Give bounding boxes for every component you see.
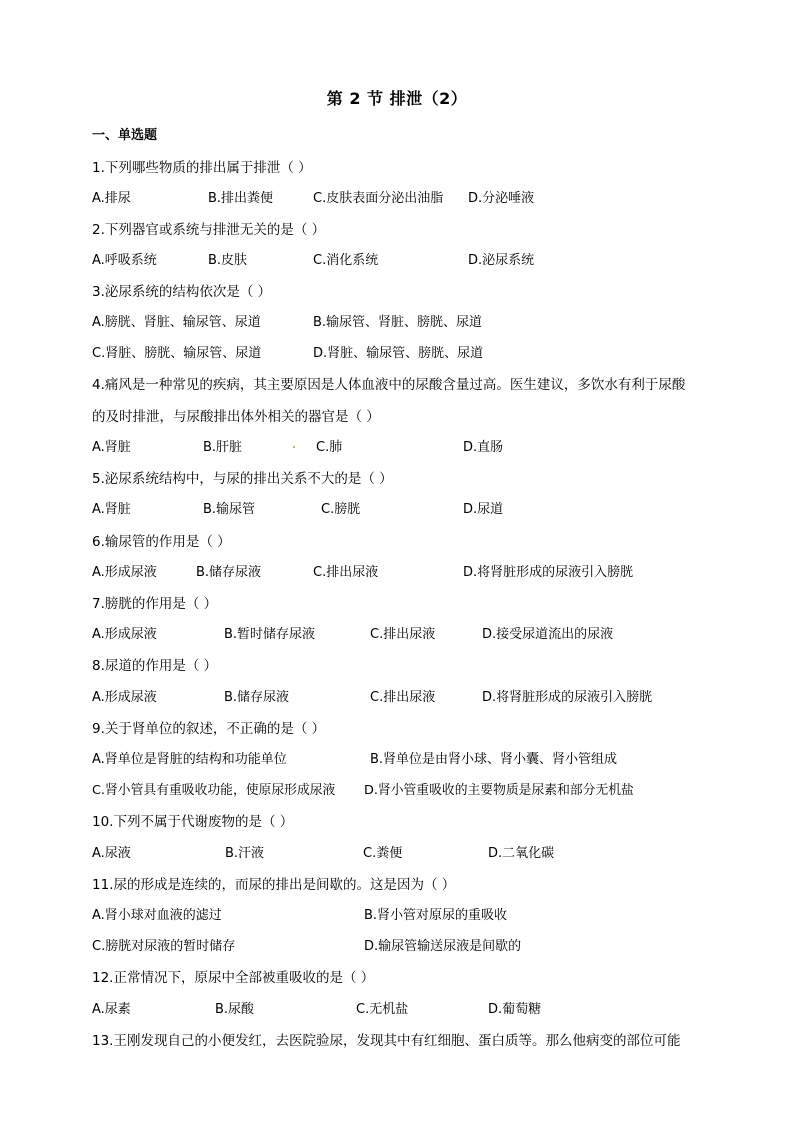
option-a: A.膀胱、肾脏、输尿管、尿道 — [92, 315, 261, 330]
option-a: A.肾小球对血液的滤过 — [92, 908, 222, 923]
option-d: D.肾脏、输尿管、膀胱、尿道 — [313, 346, 484, 361]
option-a: A.形成尿液 — [92, 690, 157, 705]
option-c: C.膀胱对尿液的暂时储存 — [92, 939, 236, 954]
question-stem: 2.下列器官或系统与排泄无关的是（ ） — [92, 222, 326, 238]
question-stem-continued: 的及时排泄，与尿酸排出体外相关的器官是（ ） — [92, 409, 380, 425]
option-a: A.尿素 — [92, 1002, 131, 1017]
question-stem: 13.王刚发现自己的小便发红，去医院验尿，发现其中有红细胞、蛋白质等。那么他病变的部位可能 — [92, 1033, 681, 1049]
question-stem: 11.尿的形成是连续的，而尿的排出是间歇的。这是因为（ ） — [92, 877, 456, 893]
option-d: D.将肾脏形成的尿液引入膀胱 — [463, 565, 634, 580]
option-c: C.粪便 — [363, 846, 403, 861]
option-b: B.排出粪便 — [208, 191, 274, 206]
option-c: C.肺 — [316, 440, 343, 455]
option-a: A.形成尿液 — [92, 565, 157, 580]
option-c: C.膀胱 — [321, 502, 361, 517]
option-b: B.肾单位是由肾小球、肾小囊、肾小管组成 — [370, 752, 618, 767]
option-b: B.输尿管、肾脏、膀胱、尿道 — [313, 315, 483, 330]
option-d: D.分泌唾液 — [468, 191, 535, 206]
option-b: B.储存尿液 — [196, 565, 262, 580]
question-stem: 6.输尿管的作用是（ ） — [92, 534, 231, 550]
option-c: C.肾脏、膀胱、输尿管、尿道 — [92, 346, 262, 361]
stray-mark — [293, 446, 295, 448]
option-b: B.尿酸 — [215, 1002, 255, 1017]
option-d: D.葡萄糖 — [488, 1002, 542, 1017]
option-a: A.排尿 — [92, 191, 131, 206]
option-a: A.肾单位是肾脏的结构和功能单位 — [92, 752, 287, 767]
question-stem: 5.泌尿系统结构中，与尿的排出关系不大的是（ ） — [92, 471, 393, 487]
option-d: D.直肠 — [463, 440, 504, 455]
question-stem: 1.下列哪些物质的排出属于排泄（ ） — [92, 160, 312, 176]
option-b: B.输尿管 — [203, 502, 256, 517]
question-stem: 4.痛风是一种常见的疾病，其主要原因是人体血液中的尿酸含量过高。医生建议，多饮水有利于尿酸 — [92, 377, 686, 393]
option-b: B.肾小管对原尿的重吸收 — [364, 908, 508, 923]
option-c: C.排出尿液 — [370, 627, 436, 642]
question-stem: 8.尿道的作用是（ ） — [92, 658, 218, 674]
option-d: D.输尿管输送尿液是间歇的 — [364, 939, 522, 954]
question-stem: 3.泌尿系统的结构依次是（ ） — [92, 284, 272, 300]
option-c: C.消化系统 — [313, 253, 379, 268]
option-b: B.暂时储存尿液 — [224, 627, 316, 642]
option-a: A.形成尿液 — [92, 627, 157, 642]
option-d: D.二氧化碳 — [488, 846, 555, 861]
option-b: B.皮肤 — [208, 253, 248, 268]
question-stem: 12.正常情况下，原尿中全部被重吸收的是（ ） — [92, 970, 375, 986]
option-d: D.尿道 — [463, 502, 504, 517]
option-c: C.皮肤表面分泌出油脂 — [313, 191, 444, 206]
option-b: B.汗液 — [225, 846, 265, 861]
option-a: A.肾脏 — [92, 502, 131, 517]
section-heading: 一、单选题 — [92, 128, 158, 143]
option-d: D.泌尿系统 — [468, 253, 535, 268]
option-d: D.肾小管重吸收的主要物质是尿素和部分无机盐 — [364, 783, 634, 798]
option-b: B.储存尿液 — [224, 690, 290, 705]
option-c: C.排出尿液 — [370, 690, 436, 705]
option-c: C.无机盐 — [356, 1002, 409, 1017]
option-a: A.肾脏 — [92, 440, 131, 455]
question-stem: 7.膀胱的作用是（ ） — [92, 596, 218, 612]
question-stem: 9.关于肾单位的叙述，不正确的是（ ） — [92, 721, 326, 737]
option-d: D.接受尿道流出的尿液 — [482, 627, 614, 642]
option-c: C.排出尿液 — [313, 565, 379, 580]
option-a: A.呼吸系统 — [92, 253, 157, 268]
option-d: D.将肾脏形成的尿液引入膀胱 — [482, 690, 653, 705]
option-c: C.肾小管具有重吸收功能，使原尿形成尿液 — [92, 783, 336, 798]
page-title: 第 2 节 排泄（2） — [326, 89, 468, 108]
option-a: A.尿液 — [92, 846, 131, 861]
question-stem: 10.下列不属于代谢废物的是（ ） — [92, 814, 294, 830]
option-b: B.肝脏 — [203, 440, 243, 455]
